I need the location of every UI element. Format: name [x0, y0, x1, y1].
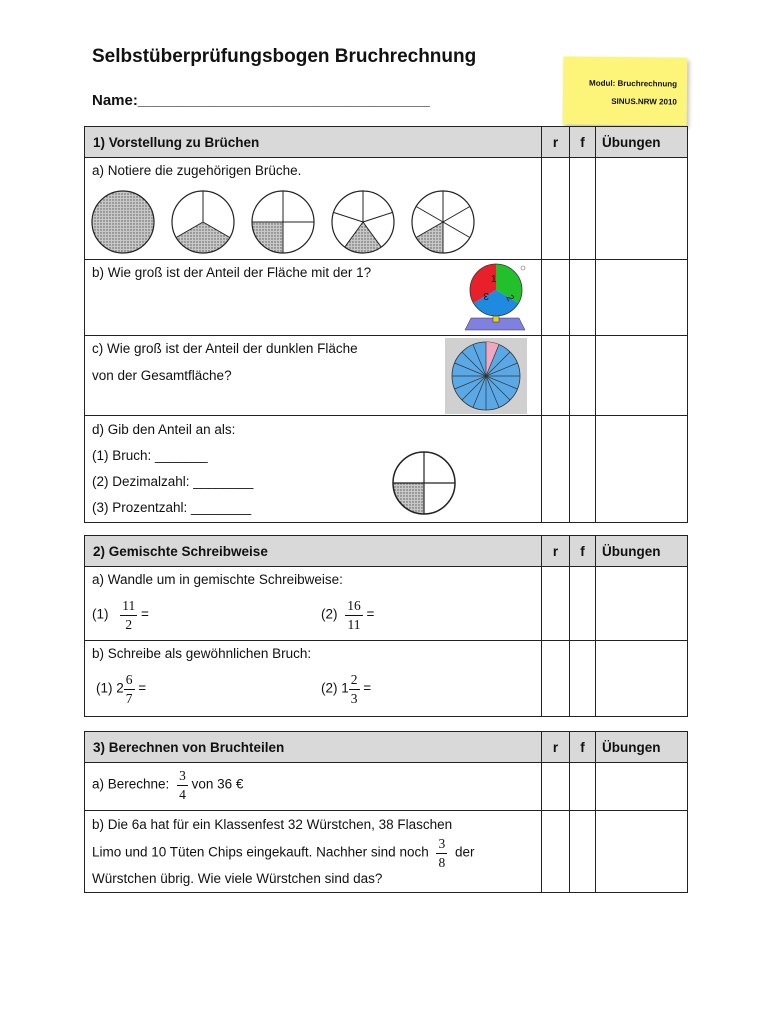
- task-1c-line1: c) Wie groß ist der Anteil der dunklen Fläche: [92, 341, 358, 356]
- task-2b-1-label: (1) 2: [96, 680, 124, 696]
- f-cell[interactable]: [570, 158, 596, 260]
- circle-whole: [92, 191, 154, 253]
- col-uebungen: Übungen: [596, 536, 688, 567]
- task-3b-line1: b) Die 6a hat für ein Klassenfest 32 Würstchen, 38 Flaschen: [92, 817, 453, 832]
- equals-sign: =: [363, 680, 372, 696]
- sticky-module: Modul: Bruchrechnung: [589, 78, 678, 89]
- equals-sign: =: [138, 680, 147, 696]
- section-2-table: [84, 535, 688, 717]
- r-cell[interactable]: [542, 567, 570, 641]
- task-2a-2: [321, 599, 374, 631]
- task-2b-text: b) Schreibe als gewöhnlichen Bruch:: [92, 646, 312, 661]
- task-1a: [85, 158, 542, 260]
- task-3a-prefix: a) Berechne:: [92, 776, 170, 792]
- f-cell[interactable]: [570, 811, 596, 893]
- uebungen-cell[interactable]: [596, 567, 688, 641]
- circle-fifths: [332, 191, 394, 253]
- circle-quarters: [252, 191, 314, 253]
- uebungen-cell[interactable]: [596, 158, 688, 260]
- uebungen-cell[interactable]: [596, 336, 688, 416]
- task-1c-line2: von der Gesamtfläche?: [92, 368, 232, 383]
- fraction-denominator: 7: [125, 690, 133, 706]
- col-uebungen: Übungen: [596, 732, 688, 763]
- equals-sign: =: [141, 606, 149, 622]
- r-cell[interactable]: [542, 641, 570, 717]
- fraction-2-3: [349, 673, 360, 705]
- f-cell[interactable]: [570, 336, 596, 416]
- fraction-denominator: 2: [125, 616, 133, 632]
- fraction-numerator: 2: [349, 673, 360, 690]
- pie-sixteenths-image: [445, 338, 527, 414]
- circle-thirds: [172, 191, 234, 253]
- fraction-numerator: 3: [436, 837, 447, 854]
- task-3b-line3: Würstchen übrig. Wie viele Würstchen sind das?: [92, 871, 383, 886]
- task-3a-text: [92, 769, 243, 801]
- fraction-16-11: [345, 599, 363, 631]
- fraction-numerator: 6: [124, 673, 135, 690]
- task-2a-1: [92, 599, 149, 631]
- fraction-denominator: 3: [350, 690, 358, 706]
- r-cell[interactable]: [542, 416, 570, 523]
- task-2a-1-label: (1): [92, 606, 109, 622]
- col-r: r: [542, 127, 570, 158]
- r-cell[interactable]: [542, 811, 570, 893]
- task-1b: [85, 260, 542, 336]
- uebungen-cell[interactable]: [596, 763, 688, 811]
- name-field: Name:___________________________________: [92, 92, 430, 109]
- sticky-note: [563, 56, 688, 125]
- task-1c: [85, 336, 542, 416]
- task-2a-text: a) Wandle um in gemischte Schreibweise:: [92, 572, 343, 587]
- fraction-6-7: [124, 673, 135, 705]
- fraction-circles: [91, 190, 487, 256]
- page-title: Selbstüberprüfungsbogen Bruchrechnung: [92, 46, 477, 67]
- circle-sixths: [412, 191, 474, 253]
- r-cell[interactable]: [542, 336, 570, 416]
- fraction-11-2: [120, 599, 137, 631]
- f-cell[interactable]: [570, 763, 596, 811]
- r-cell[interactable]: [542, 763, 570, 811]
- uebungen-cell[interactable]: [596, 811, 688, 893]
- col-f: f: [570, 536, 596, 567]
- section-1-table: [84, 126, 688, 523]
- task-1d-line2: (1) Bruch: _______: [92, 448, 208, 463]
- col-r: r: [542, 536, 570, 567]
- task-3b-line2: [92, 837, 475, 869]
- fraction-3-4: [177, 769, 188, 801]
- task-2b-2-label: (2) 1: [321, 680, 349, 696]
- task-3a: [85, 763, 542, 811]
- equals-sign: =: [366, 606, 375, 622]
- task-1d: [85, 416, 542, 523]
- task-2b-1: [96, 673, 146, 705]
- uebungen-cell[interactable]: [596, 260, 688, 336]
- fraction-3-8: [436, 837, 447, 869]
- color-wheel-image: [461, 262, 533, 334]
- quarter-circle-image: [391, 450, 457, 516]
- task-3b: [85, 811, 542, 893]
- task-2a: [85, 567, 542, 641]
- col-f: f: [570, 732, 596, 763]
- wheel-label-1: 1: [491, 274, 497, 285]
- col-f: f: [570, 127, 596, 158]
- task-3b-line2a: Limo und 10 Tüten Chips eingekauft. Nachher sind noch: [92, 844, 429, 860]
- r-cell[interactable]: [542, 260, 570, 336]
- section-2-title: 2) Gemischte Schreibweise: [85, 536, 542, 567]
- f-cell[interactable]: [570, 567, 596, 641]
- fraction-numerator: 11: [120, 599, 137, 616]
- task-1a-text: a) Notiere die zugehörigen Brüche.: [92, 163, 302, 178]
- section-3-table: [84, 731, 688, 893]
- fraction-denominator: 8: [438, 854, 446, 870]
- fraction-denominator: 11: [347, 616, 361, 632]
- f-cell[interactable]: [570, 260, 596, 336]
- fraction-numerator: 16: [345, 599, 363, 616]
- fraction-denominator: 4: [179, 786, 186, 802]
- sticky-source: SINUS.NRW 2010: [611, 96, 677, 107]
- task-2a-2-label: (2): [321, 606, 338, 622]
- fraction-numerator: 3: [177, 769, 188, 786]
- task-3a-suffix: von 36 €: [191, 776, 244, 792]
- task-3b-line2b: der: [455, 844, 475, 860]
- r-cell[interactable]: [542, 158, 570, 260]
- f-cell[interactable]: [570, 416, 596, 523]
- col-r: r: [542, 732, 570, 763]
- task-2b: [85, 641, 542, 717]
- wheel-label-2: 2: [503, 293, 516, 304]
- task-2b-2: [321, 673, 371, 705]
- task-1b-text: b) Wie groß ist der Anteil der Fläche mit der 1?: [92, 265, 372, 280]
- col-uebungen: Übungen: [596, 127, 688, 158]
- uebungen-cell[interactable]: [596, 416, 688, 523]
- task-1d-line4: (3) Prozentzahl: ________: [92, 500, 252, 515]
- wheel-label-3: 3: [483, 290, 489, 301]
- f-cell[interactable]: [570, 641, 596, 717]
- section-1-title: 1) Vorstellung zu Brüchen: [85, 127, 542, 158]
- uebungen-cell[interactable]: [596, 641, 688, 717]
- task-1d-line1: d) Gib den Anteil an als:: [92, 422, 236, 437]
- task-1d-line3: (2) Dezimalzahl: ________: [92, 474, 254, 489]
- section-3-title: 3) Berechnen von Bruchteilen: [85, 732, 542, 763]
